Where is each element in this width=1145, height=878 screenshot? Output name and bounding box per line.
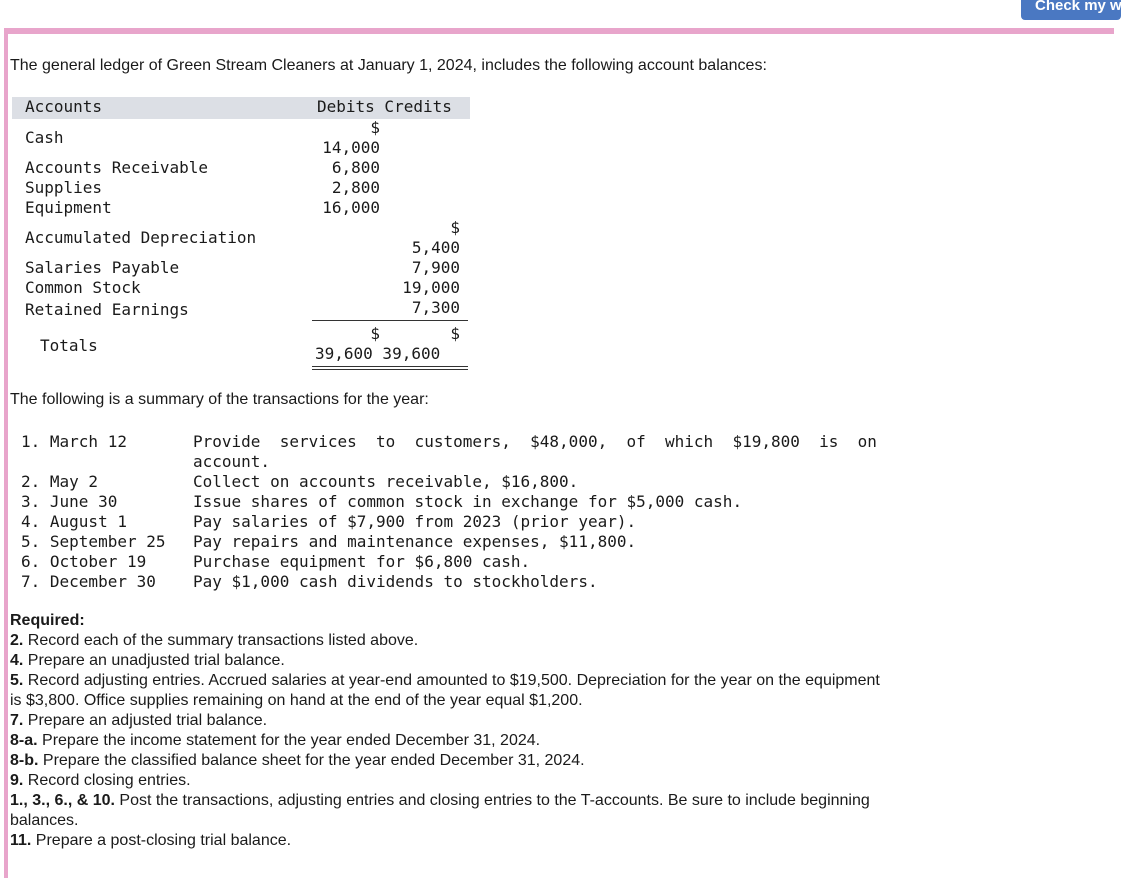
transaction-date: 4. August 1 [21, 512, 127, 531]
transaction-text: Purchase equipment for $6,800 cash. [193, 552, 531, 571]
transaction-text: Pay $1,000 cash dividends to stockholders. [193, 572, 598, 591]
transaction-date: 2. May 2 [21, 472, 99, 491]
transaction-date: 5. September 25 [21, 532, 166, 551]
required-item: 9. Record closing entries. [10, 772, 191, 789]
required-item: 1., 3., 6., & 10. Post the transactions, adjusting entries and closing entries to the T-accounts. Be sure to include beginning balances. [10, 792, 870, 829]
transaction-date: 1. March 12 [21, 432, 127, 451]
required-item: 8-a. Prepare the income statement for the year ended December 31, 2024. [10, 732, 541, 749]
account-name: Common Stock [25, 278, 141, 297]
transaction-date: 6. October 19 [21, 552, 147, 571]
debit-dollar-sign: $ [370, 118, 380, 137]
debit-value: 6,800 [331, 158, 380, 177]
transaction-text: Pay repairs and maintenance expenses, $11,800. [193, 532, 637, 551]
check-my-work-button[interactable]: Check my work [1021, 0, 1121, 20]
account-name: Cash [25, 128, 64, 147]
credit-dollar-sign: $ [450, 218, 460, 237]
account-name: Equipment [25, 198, 112, 217]
debit-value: 16,000 [322, 198, 380, 217]
totals-label: Totals [40, 336, 98, 355]
intro-text: The general ledger of Green Stream Cleaners at January 1, 2024, includes the following account balances: [10, 57, 767, 74]
credit-value: 7,900 [411, 258, 460, 277]
debit-value: 2,800 [331, 178, 380, 197]
debit-value: 14,000 [322, 138, 380, 157]
transaction-date: 7. December 30 [21, 572, 156, 591]
transaction-text: Issue shares of common stock in exchange for $5,000 cash. [193, 492, 743, 511]
transaction-text: Provide services to customers, $48,000, of which $19,800 is on [193, 432, 877, 451]
required-item: 2. Record each of the summary transactions listed above. [10, 632, 419, 649]
credit-value: 7,300 [411, 298, 460, 317]
required-item: 4. Prepare an unadjusted trial balance. [10, 652, 285, 669]
totals-debit-dollar-sign: $ [370, 324, 380, 343]
required-item: 5. Record adjusting entries. Accrued salaries at year-end amounted to $19,500. Depreciation for the year on the equipment is $3,800. Office supplies remaining on hand at the end of the year equal $1,200. [10, 672, 880, 709]
account-name: Salaries Payable [25, 258, 180, 277]
summary-title: The following is a summary of the transactions for the year: [10, 391, 429, 408]
header-accounts: Accounts [25, 97, 103, 116]
totals-credit-dollar-sign: $ [450, 324, 460, 343]
transaction-text-continued: account. [193, 452, 271, 471]
totals-values: 39,600 39,600 [315, 344, 441, 363]
required-title: Required: [10, 612, 85, 629]
header-debits-credits: Debits Credits [317, 97, 452, 116]
credit-value: 5,400 [411, 238, 460, 257]
transaction-text: Collect on accounts receivable, $16,800. [193, 472, 579, 491]
account-name: Accumulated Depreciation [25, 228, 257, 247]
account-name: Accounts Receivable [25, 158, 209, 177]
account-name: Supplies [25, 178, 103, 197]
subtotal-rule [312, 320, 468, 321]
required-section [10, 611, 910, 851]
required-item: 11. Prepare a post-closing trial balance. [10, 832, 292, 849]
required-item: 8-b. Prepare the classified balance sheet for the year ended December 31, 2024. [10, 752, 585, 769]
transaction-text: Pay salaries of $7,900 from 2023 (prior year). [193, 512, 637, 531]
double-rule-top [312, 366, 468, 367]
transaction-date: 3. June 30 [21, 492, 118, 511]
account-name: Retained Earnings [25, 300, 189, 319]
double-rule-bottom [312, 369, 468, 370]
credit-value: 19,000 [402, 278, 460, 297]
required-item: 7. Prepare an adjusted trial balance. [10, 712, 268, 729]
